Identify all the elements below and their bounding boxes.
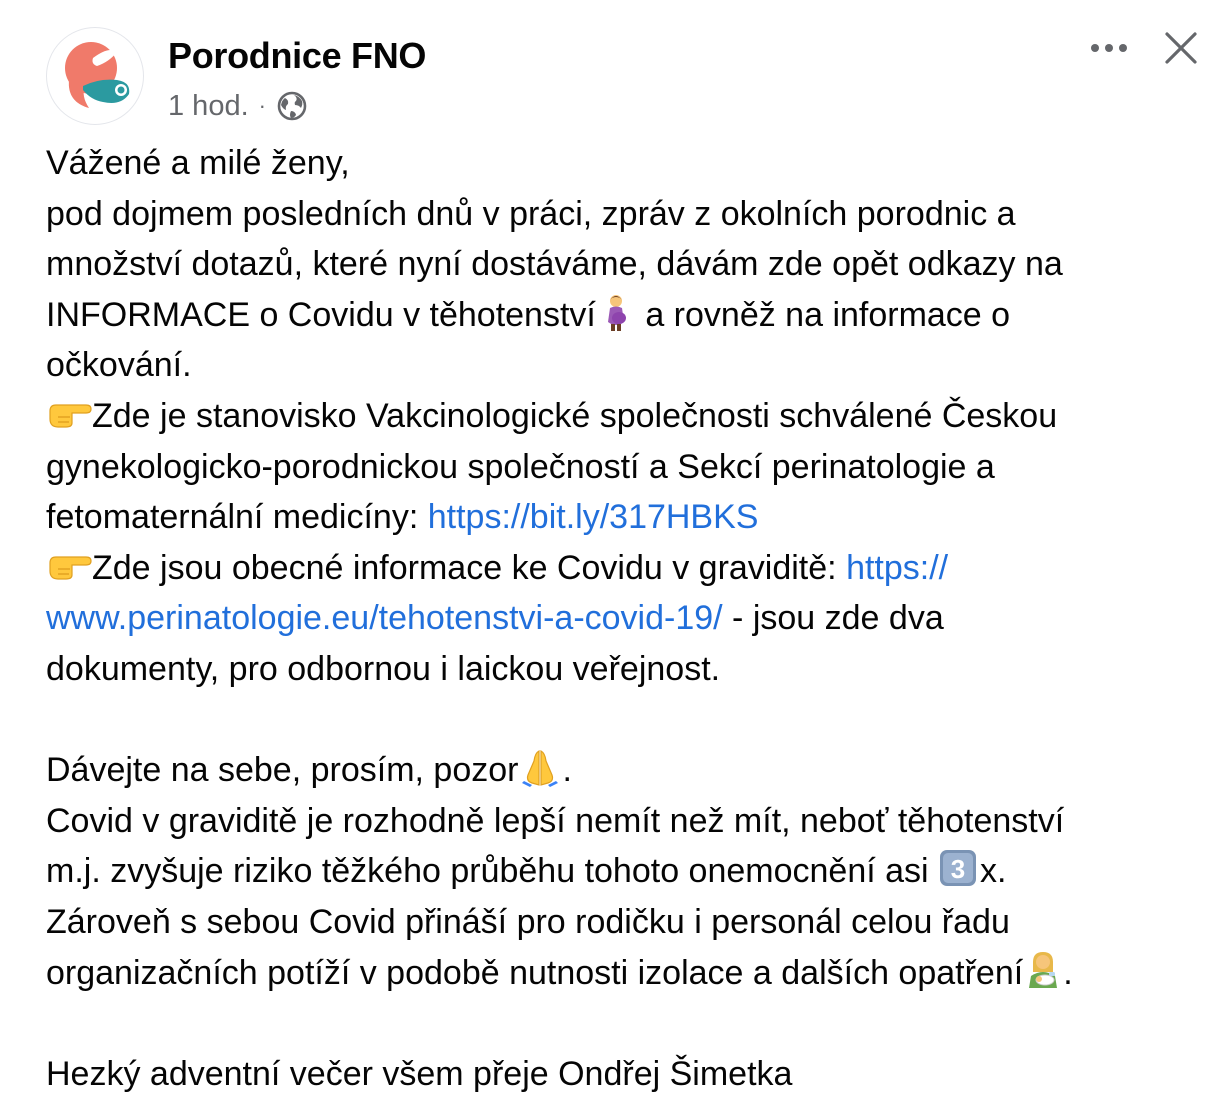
backhand-index-pointing-right-emoji <box>46 393 92 433</box>
perinatologie-link-part1[interactable]: https:// <box>846 548 949 587</box>
post-line: Zde je stanovisko Vakcinologické společnosti schválené Českou <box>46 391 1196 442</box>
vakcinologie-link[interactable]: https://bit.ly/317HBKS <box>427 498 759 537</box>
post-time[interactable]: 1 hod. <box>168 89 249 122</box>
paragraph-break <box>46 998 1196 1049</box>
close-button[interactable] <box>1160 27 1202 69</box>
porodnice-logo-icon <box>47 28 143 124</box>
post-line: organizačních potíží v podobě nutnosti izolace a dalších opatření . <box>46 948 1196 999</box>
page-avatar[interactable] <box>46 27 144 125</box>
globe-icon[interactable] <box>276 90 308 122</box>
post-line: dokumenty, pro odbornou i laickou veřejnost. <box>46 649 721 688</box>
post-line: Zároveň s sebou Covid přináší pro rodičku i personál celou řadu <box>46 902 1010 941</box>
post-line: očkování. <box>46 346 192 385</box>
folded-hands-emoji <box>518 747 562 787</box>
post-body <box>46 138 1196 1099</box>
meta-separator: · <box>258 93 266 118</box>
post-meta <box>168 86 308 126</box>
pregnant-woman-emoji <box>596 292 636 332</box>
post-line: Hezký adventní večer všem přeje Ondřej Šimetka <box>46 1054 793 1093</box>
perinatologie-link-part2[interactable]: www.perinatologie.eu/tehotenstvi-a-covid-19/ <box>46 599 723 638</box>
page-name[interactable]: Porodnice FNO <box>168 35 427 76</box>
backhand-index-pointing-right-emoji <box>46 545 92 585</box>
more-options-button[interactable] <box>1086 30 1132 66</box>
keycap-digit: 3 <box>950 854 966 885</box>
post-line: www.perinatologie.eu/tehotenstvi-a-covid-19/ - jsou zde dva <box>46 599 944 638</box>
close-icon <box>1164 31 1198 65</box>
post-line: Covid v graviditě je rozhodně lepší nemít než mít, neboť těhotenství <box>46 801 1065 840</box>
more-options-icon <box>1089 42 1129 54</box>
post-line: gynekologicko-porodnickou společností a Sekcí perinatologie a <box>46 447 995 486</box>
person-feeding-baby-emoji <box>1023 950 1063 990</box>
post-line: množství dotazů, které nyní dostáváme, dávám zde opět odkazy na <box>46 245 1063 284</box>
post-line: Zde jsou obecné informace ke Covidu v graviditě: https:// <box>46 543 1196 594</box>
keycap-3-emoji <box>938 848 980 888</box>
post-line: fetomaternální medicíny: https://bit.ly/317HBKS <box>46 498 759 537</box>
paragraph-break <box>46 695 1196 746</box>
post-line: Dávejte na sebe, prosím, pozor . <box>46 745 1196 796</box>
post-line: m.j. zvyšuje riziko těžkého průběhu tohoto onemocnění asi 3 x. <box>46 846 1196 897</box>
post-line: pod dojmem posledních dnů v práci, zpráv z okolních porodnic a <box>46 194 1016 233</box>
post-line: Vážené a milé ženy, <box>46 144 350 182</box>
post-line: INFORMACE o Covidu v těhotenství a rovněž na informace o <box>46 290 1196 341</box>
